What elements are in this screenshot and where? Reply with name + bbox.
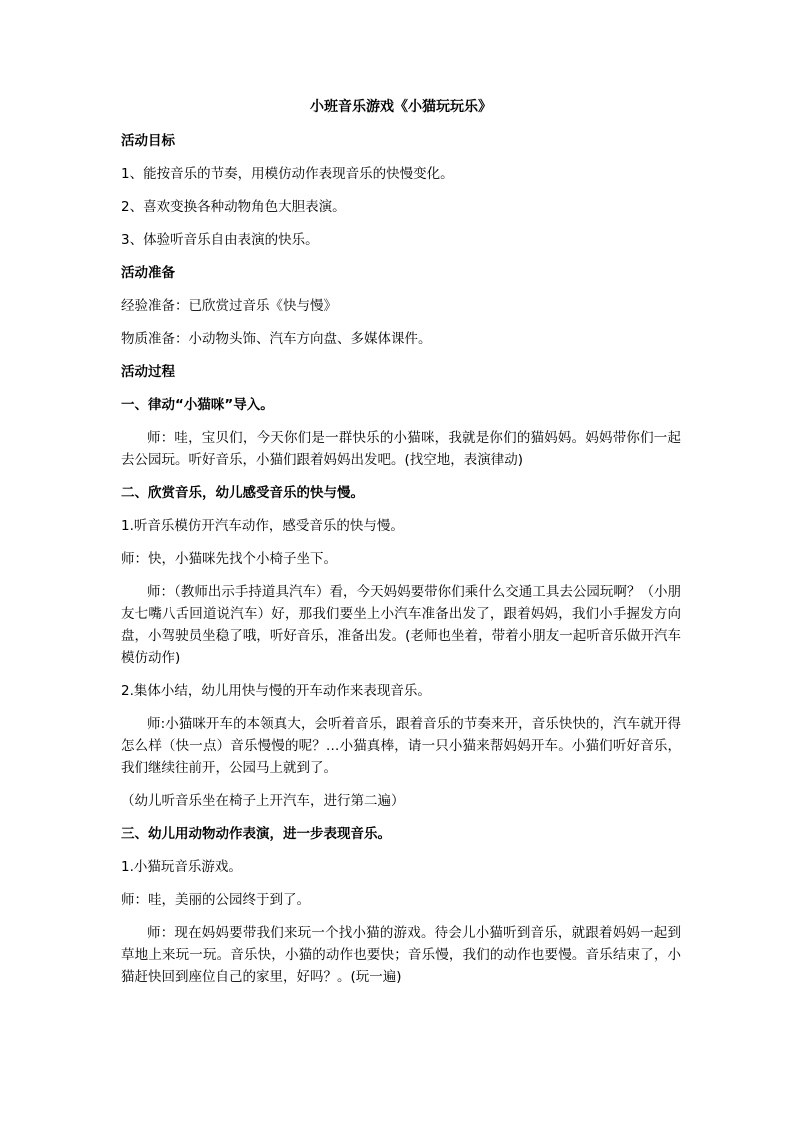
step3-subheading-1: 1.小猫玩音乐游戏。 — [121, 859, 242, 875]
document-title: 小班音乐游戏《小猫玩玩乐》 — [310, 99, 492, 115]
goal-item-3: 3、体验听音乐自由表演的快乐。 — [121, 232, 319, 248]
step2-heading: 二、欣赏音乐，幼儿感受音乐的快与慢。 — [121, 485, 364, 501]
step2-paragraph-1: 师：快，小猫咪先找个小椅子坐下。 — [121, 551, 337, 567]
step2-paragraph-3: 师:小猫咪开车的本领真大，会听着音乐，跟着音乐的节奏来开，音乐快快的，汽车就开得怎么样（快一点）音乐慢慢的呢？…小猫真棒，请一只小猫来帮妈妈开车。小猫们听好音乐，我们继续往前开，公园马上就到了。 — [121, 716, 681, 776]
step2-paragraph-4: （幼儿听音乐坐在椅子上开汽车，进行第二遍） — [121, 793, 405, 809]
step3-heading: 三、幼儿用动物动作表演，进一步表现音乐。 — [121, 826, 391, 842]
prep-item-1: 经验准备：已欣赏过音乐《快与慢》 — [121, 298, 337, 314]
step1-paragraph: 师：哇，宝贝们，今天你们是一群快乐的小猫咪，我就是你们的猫妈妈。妈妈带你们一起去公园玩。听好音乐，小猫们跟着妈妈出发吧。(找空地，表演律动) — [121, 430, 681, 468]
step3-paragraph-2: 师：现在妈妈要带我们来玩一个找小猫的游戏。待会儿小猫听到音乐，就跟着妈妈一起到草地上来玩一玩。音乐快，小猫的动作也要快；音乐慢，我们的动作也要慢。音乐结束了，小猫赶快回到座位自己的家里，好吗？。(玩一遍) — [121, 925, 681, 985]
step2-paragraph-2: 师：（教师出示手持道具汽车）看，今天妈妈要带你们乘什么交通工具去公园玩啊？（小朋友七嘴八舌回道说汽车）好，那我们要坐上小汽车准备出发了，跟着妈妈，我们小手握发方向盘，小驾驶员坐稳了哦，听好音乐，准备出发。(老师也坐着，带着小朋友一起听音乐做开汽车模仿动作) — [121, 584, 681, 666]
step3-paragraph-1: 师：哇，美丽的公园终于到了。 — [121, 892, 310, 908]
goal-item-2: 2、喜欢变换各种动物角色大胆表演。 — [121, 199, 346, 215]
goal-item-1: 1、能按音乐的节奏，用模仿动作表现音乐的快慢变化。 — [121, 166, 454, 182]
step1-heading: 一、律动“小猫咪”导入。 — [121, 397, 274, 413]
step2-subheading-2: 2.集体小结，幼儿用快与慢的开车动作来表现音乐。 — [121, 683, 431, 699]
prep-item-2: 物质准备：小动物头饰、汽车方向盘、多媒体课件。 — [121, 331, 432, 347]
goals-heading: 活动目标 — [121, 133, 175, 149]
document-body — [121, 96, 681, 999]
process-heading: 活动过程 — [121, 364, 175, 380]
step2-subheading-1: 1.听音乐模仿开汽车动作，感受音乐的快与慢。 — [121, 518, 404, 534]
prep-heading: 活动准备 — [121, 265, 175, 281]
